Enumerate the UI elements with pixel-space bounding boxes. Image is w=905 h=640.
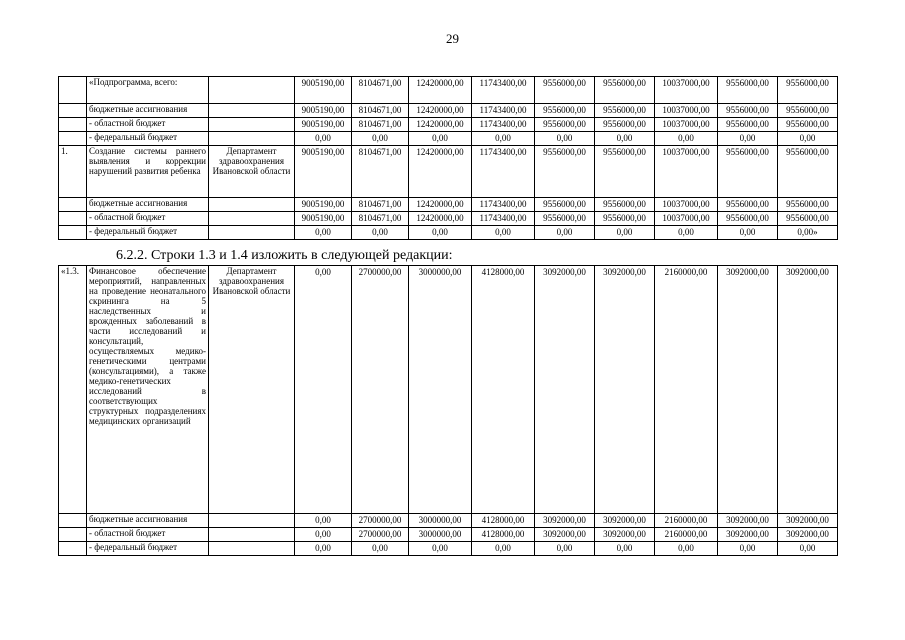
value-cell: 9556000,00 [595,146,655,198]
table-row [59,514,838,528]
value-cell: 9556000,00 [535,212,595,226]
value-cell: 0,00 [352,542,409,556]
table-row [59,198,838,212]
value-cell: 3092000,00 [718,266,778,514]
value-cell: 0,00 [718,542,778,556]
value-cell: 8104671,00 [352,146,409,198]
value-cell: 9556000,00 [595,77,655,104]
value-cell: 11743400,00 [472,118,535,132]
value-cell: 9005190,00 [295,212,352,226]
value-cell: 3092000,00 [778,528,838,542]
value-cell: 4128000,00 [472,528,535,542]
value-cell: 0,00 [472,226,535,240]
value-cell: 10037000,00 [655,77,718,104]
value-cell: 9005190,00 [295,198,352,212]
value-cell: 0,00 [655,132,718,146]
row-index [59,514,87,528]
value-cell: 10037000,00 [655,118,718,132]
value-cell: 9556000,00 [778,104,838,118]
table-row [59,542,838,556]
value-cell: 0,00 [409,226,472,240]
table-row [59,77,838,104]
value-cell: 11743400,00 [472,104,535,118]
row-name: Создание системы раннего выявления и коррекции нарушений развития ребенка [87,146,209,198]
value-cell: 3000000,00 [409,528,472,542]
row-index [59,212,87,226]
value-cell: 0,00 [718,132,778,146]
value-cell: 0,00 [295,132,352,146]
value-cell: 9556000,00 [595,104,655,118]
value-cell: 10037000,00 [655,104,718,118]
row-department [209,132,295,146]
value-cell: 8104671,00 [352,104,409,118]
row-name: - федеральный бюджет [87,132,209,146]
value-cell: 0,00 [595,226,655,240]
value-cell: 3092000,00 [535,266,595,514]
value-cell: 8104671,00 [352,77,409,104]
row-index [59,528,87,542]
value-cell: 0,00 [535,132,595,146]
value-cell: 0,00 [655,226,718,240]
value-cell: 12420000,00 [409,104,472,118]
value-cell: 12420000,00 [409,146,472,198]
value-cell: 3000000,00 [409,514,472,528]
row-name: - областной бюджет [87,528,209,542]
value-cell: 9005190,00 [295,77,352,104]
section-heading: 6.2.2. Строки 1.3 и 1.4 изложить в следующей редакции: [116,248,453,263]
row-name: «Подпрограмма, всего: [87,77,209,104]
row-department [209,77,295,104]
row-index: 1. [59,146,87,198]
value-cell: 0,00 [352,226,409,240]
value-cell: 3092000,00 [535,514,595,528]
row-name: бюджетные ассигнования [87,514,209,528]
value-cell: 9556000,00 [778,198,838,212]
value-cell: 0,00 [472,542,535,556]
row-index [59,226,87,240]
value-cell: 2160000,00 [655,514,718,528]
value-cell: 9556000,00 [718,77,778,104]
value-cell: 0,00 [655,542,718,556]
value-cell: 9556000,00 [535,104,595,118]
value-cell: 9556000,00 [718,104,778,118]
value-cell: 0,00 [295,266,352,514]
value-cell: 2160000,00 [655,266,718,514]
row-index [59,132,87,146]
value-cell: 0,00 [295,542,352,556]
row-index [59,104,87,118]
row-index [59,77,87,104]
value-cell: 9556000,00 [778,77,838,104]
value-cell: 12420000,00 [409,212,472,226]
value-cell: 2700000,00 [352,528,409,542]
table-row [59,528,838,542]
value-cell: 10037000,00 [655,146,718,198]
row-department [209,118,295,132]
value-cell: 3092000,00 [595,514,655,528]
table-row [59,146,838,198]
row-department [209,514,295,528]
value-cell: 3092000,00 [535,528,595,542]
value-cell: 0,00 [535,542,595,556]
table-row [59,266,838,514]
row-index [59,118,87,132]
table-row [59,226,838,240]
row-name: бюджетные ассигнования [87,198,209,212]
value-cell: 3092000,00 [718,514,778,528]
row-index [59,198,87,212]
row-department [209,212,295,226]
value-cell: 9556000,00 [595,212,655,226]
value-cell: 3092000,00 [718,528,778,542]
row-department [209,528,295,542]
value-cell: 0,00 [295,226,352,240]
value-cell: 3092000,00 [595,528,655,542]
value-cell: 11743400,00 [472,77,535,104]
value-cell: 3092000,00 [778,514,838,528]
value-cell: 3092000,00 [778,266,838,514]
row-name: - федеральный бюджет [87,226,209,240]
value-cell: 9556000,00 [718,118,778,132]
value-cell: 0,00 [718,226,778,240]
value-cell: 9556000,00 [718,212,778,226]
value-cell: 0,00 [778,132,838,146]
table-rows-1-3 [58,265,838,556]
value-cell: 12420000,00 [409,118,472,132]
value-cell: 9556000,00 [595,198,655,212]
value-cell: 9556000,00 [778,118,838,132]
value-cell: 9556000,00 [778,146,838,198]
row-department [209,198,295,212]
row-department: Департамент здравоохранения Ивановской области [209,146,295,198]
table-row [59,132,838,146]
table-row [59,212,838,226]
value-cell: 9556000,00 [535,77,595,104]
row-department: Департамент здравоохранения Ивановской области [209,266,295,514]
table-subprogram [58,76,838,240]
row-name: - областной бюджет [87,118,209,132]
row-name: Финансовое обеспечение мероприятий, направленных на проведение неонатального скрининга на 5 наследственных и врожденных заболеваний в части исследований и консультаций, осуществляемых медико-генетическими центрами (консультациями), а также медико-генетических исследований в соответствующих структурных подразделениях медицинских организаций [87,266,209,514]
value-cell: 0,00 [595,542,655,556]
page-number: 29 [446,31,459,46]
value-cell: 9556000,00 [718,198,778,212]
value-cell: 0,00 [295,514,352,528]
value-cell: 0,00 [295,528,352,542]
row-department [209,226,295,240]
value-cell: 3092000,00 [595,266,655,514]
table-row [59,118,838,132]
table-row [59,104,838,118]
value-cell: 11743400,00 [472,198,535,212]
value-cell: 8104671,00 [352,198,409,212]
value-cell: 0,00 [409,132,472,146]
value-cell: 9556000,00 [535,146,595,198]
row-name: - областной бюджет [87,212,209,226]
value-cell: 0,00 [352,132,409,146]
value-cell: 4128000,00 [472,266,535,514]
row-name: бюджетные ассигнования [87,104,209,118]
row-index [59,542,87,556]
value-cell: 2700000,00 [352,266,409,514]
value-cell: 0,00» [778,226,838,240]
value-cell: 0,00 [472,132,535,146]
row-department [209,104,295,118]
row-department [209,542,295,556]
value-cell: 9556000,00 [718,146,778,198]
row-index: «1.3. [59,266,87,514]
value-cell: 8104671,00 [352,212,409,226]
value-cell: 9005190,00 [295,104,352,118]
value-cell: 11743400,00 [472,146,535,198]
value-cell: 12420000,00 [409,77,472,104]
value-cell: 10037000,00 [655,198,718,212]
value-cell: 8104671,00 [352,118,409,132]
row-name: - федеральный бюджет [87,542,209,556]
value-cell: 9556000,00 [778,212,838,226]
value-cell: 2700000,00 [352,514,409,528]
value-cell: 9005190,00 [295,146,352,198]
value-cell: 9005190,00 [295,118,352,132]
value-cell: 2160000,00 [655,528,718,542]
value-cell: 0,00 [595,132,655,146]
value-cell: 11743400,00 [472,212,535,226]
value-cell: 3000000,00 [409,266,472,514]
value-cell: 0,00 [778,542,838,556]
value-cell: 10037000,00 [655,212,718,226]
value-cell: 0,00 [409,542,472,556]
value-cell: 12420000,00 [409,198,472,212]
value-cell: 9556000,00 [595,118,655,132]
value-cell: 9556000,00 [535,118,595,132]
value-cell: 4128000,00 [472,514,535,528]
value-cell: 0,00 [535,226,595,240]
value-cell: 9556000,00 [535,198,595,212]
